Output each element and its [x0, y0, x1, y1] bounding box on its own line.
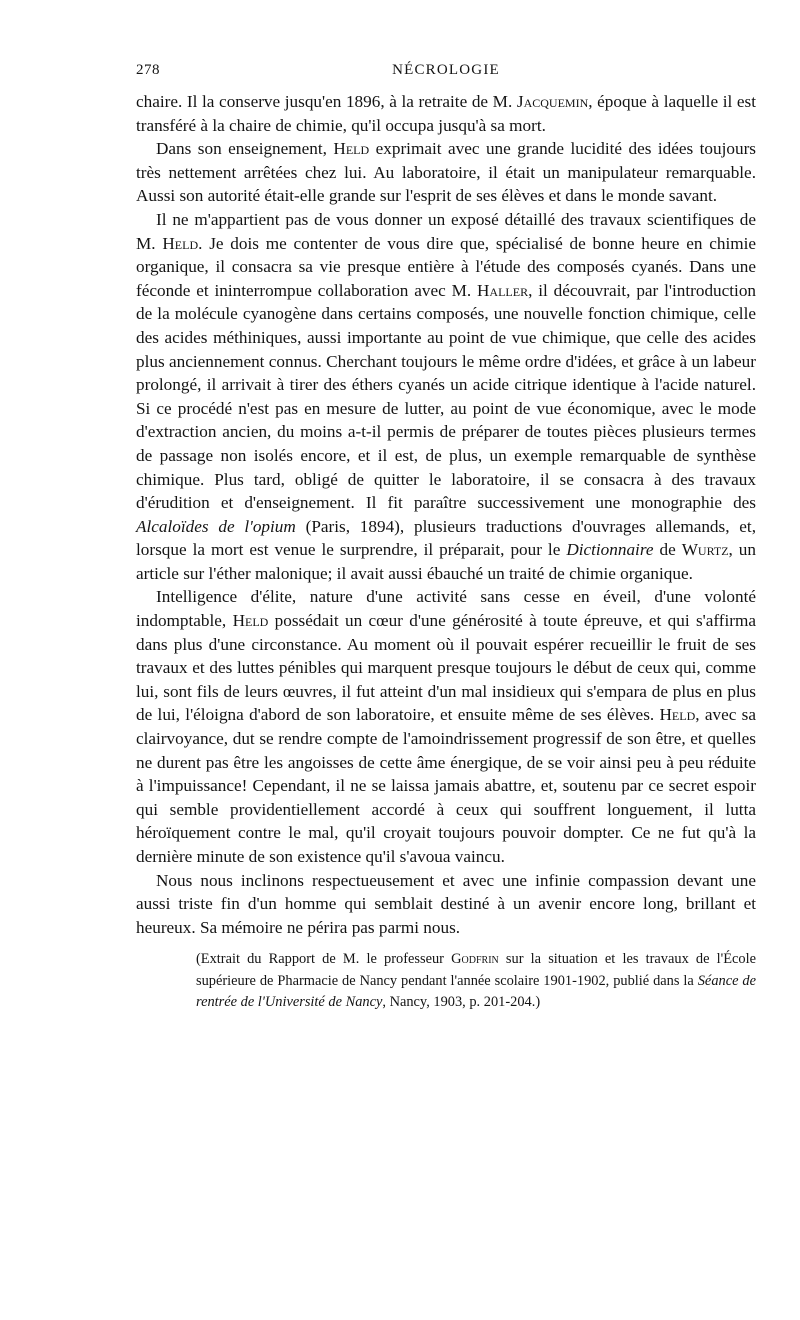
- person-name: Held: [333, 139, 370, 159]
- text-run: (Paris, 1894), plusieurs traductions d'ouvrages allemands, et, lorsque la mort est venue le surprendre, il préparait, pour le: [136, 516, 756, 560]
- text-run: possédait un cœur d'une générosité à toute épreuve, et qui s'affirma dans plus d'une circonstance. Au moment où il pouvait espérer recueillir le fruit de ses travaux et des luttes pénibles qui marquent presque toujours le début de ceux qui, comme lui, sont fils de leurs œuvres, il fut atteint d'un mal insidieux qui s'empara de plus en plus de lui, l'éloigna d'abord de son laboratoire, et ensuite même de ses élèves.: [136, 611, 756, 725]
- person-name: Godfrin: [451, 951, 499, 968]
- paragraph-4: [136, 585, 756, 868]
- book-title: Alcaloïdes de l'opium: [136, 516, 296, 536]
- document-page: [136, 62, 756, 1013]
- text-run: (Extrait du Rapport de M. le professeur: [196, 951, 452, 968]
- text-run: de: [653, 540, 682, 560]
- person-name: Jacquemin: [516, 92, 589, 111]
- publication-title: Séance de rentrée de l'Université de Nancy: [196, 972, 756, 1010]
- text-run: exprimait avec une grande lucidité des idées toujours très nettement arrêtées chez lui. Au laboratoire, il était un manipulateur remarquable. Aussi son autorité était-elle grande sur l'esprit de ses élèves et dans le monde savant.: [136, 139, 756, 206]
- text-run: chaire. Il la conserve jusqu'en 1896, à la retraite de M.: [136, 92, 517, 111]
- person-name: Held: [659, 705, 696, 725]
- text-run: . Je dois me contenter de vous dire que, spécialisé de bonne heure en chimie organique, il consacra sa vie presque entière à l'étude des composés cyanés. Dans une féconde et ininterrompue collaboration avec M.: [136, 233, 756, 300]
- paragraph-2: [136, 137, 756, 208]
- paragraph-3: [136, 208, 756, 586]
- text-run: Intelligence d'élite, nature d'une activité sans cesse en éveil, d'une volonté indomptable,: [136, 587, 756, 631]
- source-citation: [196, 949, 756, 1013]
- text-run: , il découvrait, par l'introduction de la molécule cyanogène dans certains composés, une nouvelle fonction chimique, celle des acides méthiniques, aussi importante au point de vue chimique, que celle des acides plus anciennement connus. Cherchant toujours le même ordre d'idées, et grâce à un labeur prolongé, il arrivait à tirer des éthers cyanés un acide citrique identique à l'acide naturel. Si ce procédé n'est pas en mesure de lutter, au point de vue économique, avec le mode d'extraction ancien, du moins a-t-il permis de préparer de toutes pièces plusieurs termes de passage non isolés encore, et il est, de plus, un exemple remarquable de synthèse chimique. Plus tard, obligé de quitter le laboratoire, il se consacra à des travaux d'érudition et d'enseignement. Il fit paraître successivement une monographie des: [136, 280, 757, 513]
- person-name: Haller: [477, 280, 529, 300]
- text-run: sur la situation et les travaux de l'École supérieure de Pharmacie de Nancy pendant l'année scolaire 1901-1902, publié dans la: [196, 951, 757, 989]
- article-body: [136, 90, 756, 939]
- paragraph-5: [136, 869, 756, 940]
- text-run: Nous nous inclinons respectueusement et avec une infinie compassion devant une aussi triste fin d'un homme qui semblait destiné à un avenir encore long, brillant et heureux. Sa mémoire ne périra pas parmi nous.: [136, 870, 756, 937]
- text-run: , Nancy, 1903, p. 201-204.): [382, 993, 541, 1010]
- person-name: Held: [162, 233, 199, 253]
- running-title: NÉCROLOGIE: [392, 62, 500, 78]
- text-run: , époque à laquelle il est transféré à la chaire de chimie, qu'il occupa jusqu'à sa mort.: [136, 92, 756, 135]
- person-name: Held: [232, 611, 269, 631]
- text-run: Dans son enseignement,: [156, 139, 334, 159]
- person-name: Wurtz: [681, 540, 729, 560]
- text-run: , avec sa clairvoyance, dut se rendre compte de l'amoindrissement progressif de son être, et quelles ne durent pas être les angoisses de cette âme énergique, de se voir ainsi peu à peu réduite à l'impuissance! Cependant, il ne se laissa jamais abattre, et, soutenu par ce secret espoir qui semble providentiellement accordé à ceux qui souffrent longuement, il lutta héroïquement contre le mal, qu'il croyait toujours pouvoir dompter. Ce ne fut qu'à la dernière minute de son existence qu'il s'avoua vaincu.: [136, 705, 756, 866]
- book-title: Dictionnaire: [566, 540, 654, 560]
- text-run: , un article sur l'éther malonique; il avait aussi ébauché un traité de chimie organique.: [136, 540, 756, 583]
- text-run: Il ne m'appartient pas de vous donner un exposé détaillé des travaux scientifiques de M.: [136, 209, 756, 253]
- paragraph-1: [136, 90, 756, 137]
- page-number: 278: [136, 62, 160, 78]
- running-header: [136, 62, 756, 90]
- citation-text: [196, 949, 756, 1013]
